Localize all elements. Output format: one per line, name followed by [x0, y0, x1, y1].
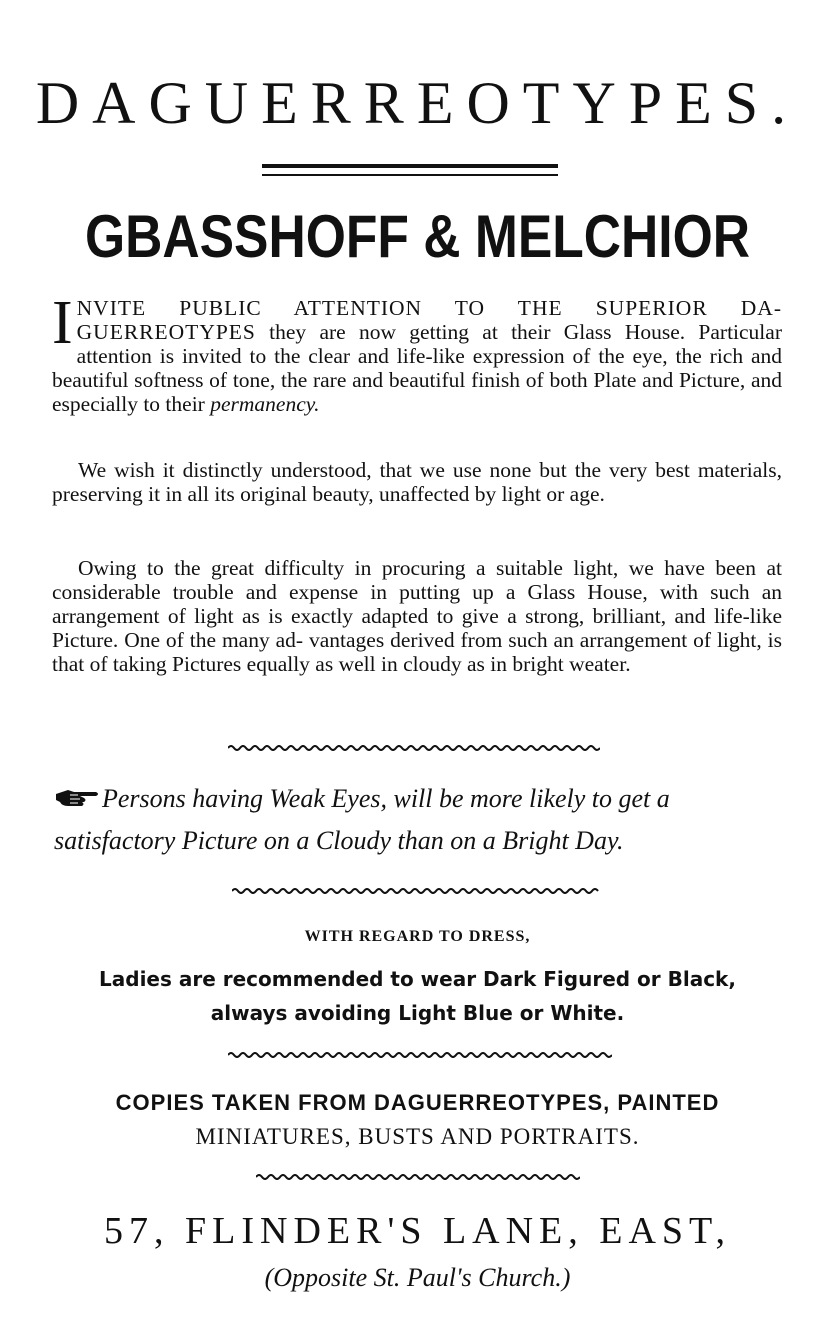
- pointing-hand-icon: [54, 781, 100, 805]
- wavy-divider: [228, 743, 600, 753]
- drop-cap: I: [52, 289, 73, 357]
- double-rule-divider: [262, 164, 558, 180]
- paragraph-invitation: [52, 289, 782, 416]
- notice-line-1: Persons having Weak Eyes, will be more likely to get a: [102, 784, 670, 813]
- paragraph-glass-house: Owing to the great difficulty in procuring a suitable light, we have been at considerable trouble and expense in putting up a Glass House, with such an arrangement of light as is exactly adapted to give a strong, brilliant, and life-like Picture. One of the many ad- vantages derived from such an arrangement of light, is that of taking Pictures equally as well in cloudy as in bright weater.: [52, 556, 782, 676]
- wavy-divider: [232, 886, 600, 896]
- paragraph-caps-lead: NVITE PUBLIC ATTENTION TO THE SUPERIOR DA- GUERREOTYPES: [76, 296, 782, 344]
- street-address: 57, FLINDER'S LANE, EAST,: [104, 1210, 731, 1252]
- paragraph-materials: We wish it distinctly understood, that we use none but the very best materials, preserving it in all its original beauty, unaffected by light or age.: [52, 458, 782, 506]
- paragraph-emphasis: permanency.: [210, 392, 320, 416]
- dress-line-2: always avoiding Light Blue or White.: [210, 1001, 625, 1025]
- weak-eyes-notice: [54, 778, 794, 862]
- firm-name: GBASSHOFF & MELCHIOR: [84, 203, 751, 270]
- dress-recommendation: [0, 962, 835, 1030]
- headline-title: DAGUERREOTYPES.: [35, 70, 800, 136]
- rule-thin: [262, 174, 558, 176]
- wavy-divider: [256, 1172, 580, 1182]
- rule-thick: [262, 164, 558, 168]
- paragraph-invitation-text: they are now getting at their Glass House. Particular attention is invited to the clear and life-like expression of the eye, the rich and beautiful softness of tone, the rare and beautiful finish of both Plate and Picture, and especially to their: [52, 320, 782, 416]
- dress-heading: WITH REGARD TO DRESS,: [304, 928, 531, 945]
- notice-line-2: satisfactory Picture on a Cloudy than on a Bright Day.: [54, 826, 624, 855]
- copies-notice: [0, 1086, 835, 1154]
- copies-line-2: MINIATURES, BUSTS AND PORTRAITS.: [195, 1124, 640, 1149]
- address-landmark: (Opposite St. Paul's Church.): [264, 1263, 571, 1292]
- dress-line-1: Ladies are recommended to wear Dark Figured or Black,: [99, 967, 736, 991]
- wavy-divider: [228, 1050, 612, 1060]
- copies-line-1: COPIES TAKEN FROM DAGUERREOTYPES, PAINTED: [115, 1090, 720, 1115]
